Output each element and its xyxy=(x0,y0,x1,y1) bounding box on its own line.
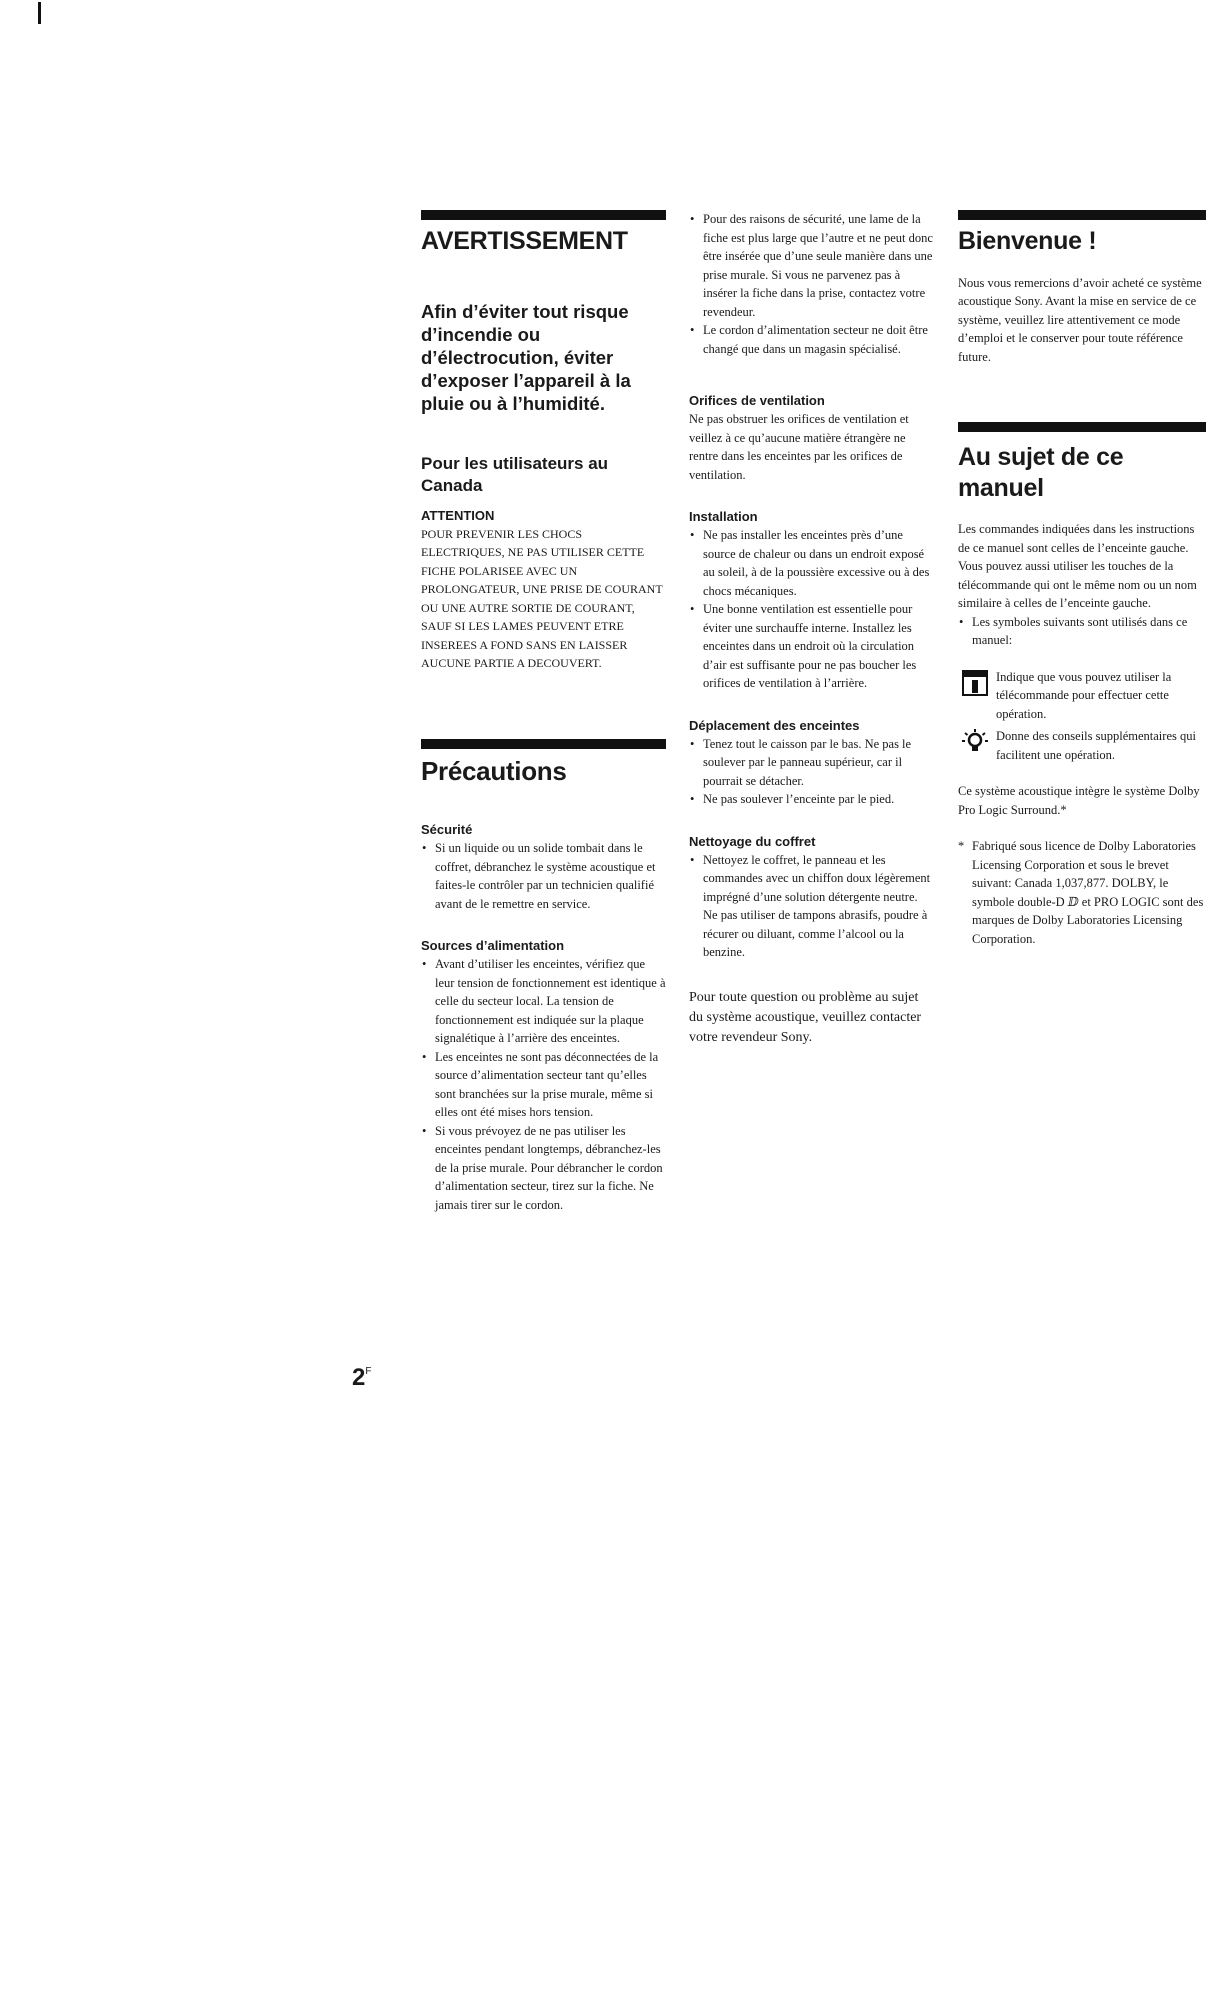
installation-heading: Installation xyxy=(689,509,758,524)
bienvenue-title: Bienvenue ! xyxy=(958,227,1097,255)
column-middle xyxy=(689,210,934,1048)
page-number-value: 2 xyxy=(352,1364,366,1391)
list-item: • Nettoyez le coffret, le panneau et les commandes avec un chiffon doux légèrement imprégné d’une solution détergente neutre. Ne pas utiliser de tampons abrasifs, poudre à récurer ou diluant, comme l’alcool ou la benzine. xyxy=(689,851,934,962)
list-item: • Tenez tout le caisson par le bas. Ne pas le soulever par le panneau supérieur, car il pourrait se détacher. xyxy=(689,735,934,791)
list-item: • Une bonne ventilation est essentielle pour éviter une surchauffe interne. Installez les enceintes dans un endroit où la circulation d’air est suffisante pour ne pas boucher les orifices de ventilation à l’arrière. xyxy=(689,600,934,693)
remote-symbol-text: Indique que vous pouvez utiliser la télécommande pour effectuer cette opération. xyxy=(996,669,1172,721)
sujet-title: Au sujet de ce manuel xyxy=(958,443,1124,502)
section-rule xyxy=(421,739,666,749)
footnote-mark: * xyxy=(958,839,965,853)
list-item: • Les enceintes ne sont pas déconnectées de la source d’alimentation secteur tant qu’elles sont branchées sur la prise murale, même si elles ont été mises hors tension. xyxy=(421,1048,666,1122)
list-item: • Les symboles suivants sont utilisés dans ce manuel: xyxy=(958,613,1206,650)
sources-list xyxy=(421,955,666,1214)
canada-heading: Pour les utilisateurs au Canada xyxy=(421,453,609,495)
column-right xyxy=(958,210,1206,948)
deplacement-heading: Déplacement des enceintes xyxy=(689,717,860,733)
list-item: • Le cordon d’alimentation secteur ne doit être changé que dans un magasin spécialisé. xyxy=(689,321,934,358)
margin-mark xyxy=(38,2,41,24)
list-item: • Avant d’utiliser les enceintes, vérifiez que leur tension de fonctionnement est identique à celle du secteur local. La tension de fonctionnement est indiquée sur la plaque signalétique à l’arrière des enceintes. xyxy=(421,955,666,1048)
nettoyage-heading: Nettoyage du coffret xyxy=(689,833,816,849)
deplacement-list xyxy=(689,735,934,809)
avertissement-title: AVERTISSEMENT xyxy=(421,227,628,255)
footnote xyxy=(958,837,1206,948)
attention-text: POUR PREVENIR LES CHOCS ELECTRIQUES, NE PAS UTILISER CETTE FICHE POLARISEE AVEC UN PROLONGATEUR, UNE PRISE DE COURANT OU UNE AUTRE SORTIE DE COURANT, SAUF SI LES LAMES PEUVENT ETRE INSEREES A FOND SANS EN LAISSER AUCUNE PARTIE A DECOUVERT. xyxy=(421,526,663,670)
attention-heading: ATTENTION xyxy=(421,507,495,523)
section-rule xyxy=(421,210,666,220)
securite-heading: Sécurité xyxy=(421,822,473,838)
list-item: • Ne pas soulever l’enceinte par le pied. xyxy=(689,790,934,809)
installation-list xyxy=(689,526,934,693)
page-number xyxy=(352,1364,371,1392)
section-rule xyxy=(958,210,1206,220)
symbols-list xyxy=(958,613,1206,650)
lightbulb-tip-icon xyxy=(962,729,988,755)
plug-list xyxy=(689,210,934,358)
warning-text: Afin d’éviter tout risque d’incendie ou d’électrocution, éviter d’exposer l’appareil à la pluie ou à l’humidité. xyxy=(421,300,631,414)
bienvenue-text: Nous vous remercions d’avoir acheté ce système acoustique Sony. Avant la mise en service de ce système, veuillez lire attentivement ce mode d’emploi et le conserver pour toute référence future. xyxy=(958,275,1202,364)
nettoyage-list xyxy=(689,851,934,962)
orifices-heading: Orifices de ventilation xyxy=(689,393,825,408)
securite-list xyxy=(421,839,666,913)
list-item: • Si un liquide ou un solide tombait dans le coffret, débranchez le système acoustique et faites-le contrôler par un technicien qualifié avant de le remettre en service. xyxy=(421,839,666,913)
closing-text: Pour toute question ou problème au sujet du système acoustique, veuillez contacter votre revendeur Sony. xyxy=(689,989,922,1045)
list-item: • Pour des raisons de sécurité, une lame de la fiche est plus large que l’autre et ne peut donc être insérée que d’une seule manière dans une prise murale. Si vous ne parvenez pas à insérer la fiche dans la prise, contactez votre revendeur. xyxy=(689,210,934,321)
sources-heading: Sources d’alimentation xyxy=(421,938,565,954)
remote-symbol-row xyxy=(958,668,1206,724)
list-item: • Ne pas installer les enceintes près d’une source de chaleur ou dans un endroit exposé au soleil, à de la poussière excessive ou à des chocs mécaniques. xyxy=(689,526,934,600)
orifices-text: Ne pas obstruer les orifices de ventilation et veillez à ce qu’aucune matière étrangère ne rentre dans les enceintes par les orifices de ventilation. xyxy=(689,412,909,482)
tip-symbol-text: Donne des conseils supplémentaires qui facilitent une opération. xyxy=(996,729,1196,762)
column-left xyxy=(421,210,666,1214)
page-suffix: F xyxy=(365,1366,372,1377)
footnote-text: Fabriqué sous licence de Dolby Laboratories Licensing Corporation et sous le brevet suivant: Canada 1,037,877. DOLBY, le symbole double-D ⅅ et PRO LOGIC sont des marques de Dolby Laboratories Licensing Corporation. xyxy=(972,839,1204,946)
section-rule xyxy=(958,422,1206,432)
remote-control-icon xyxy=(962,670,988,696)
tip-symbol-row xyxy=(958,727,1206,764)
precautions-title: Précautions xyxy=(421,755,567,786)
dolby-text: Ce système acoustique intègre le système Dolby Pro Logic Surround.* xyxy=(958,784,1200,817)
list-item: • Si vous prévoyez de ne pas utiliser les enceintes pendant longtemps, débranchez-les de la prise murale. Pour débrancher le cordon d’alimentation secteur, tirez sur la fiche. Ne jamais tirer sur le cordon. xyxy=(421,1122,666,1215)
sujet-text: Les commandes indiquées dans les instructions de ce manuel sont celles de l’enceinte gauche. Vous pouvez aussi utiliser les touches de la télécommande qui ont le même nom ou un nom similaire à celles de l’enceinte gauche. xyxy=(958,522,1197,610)
